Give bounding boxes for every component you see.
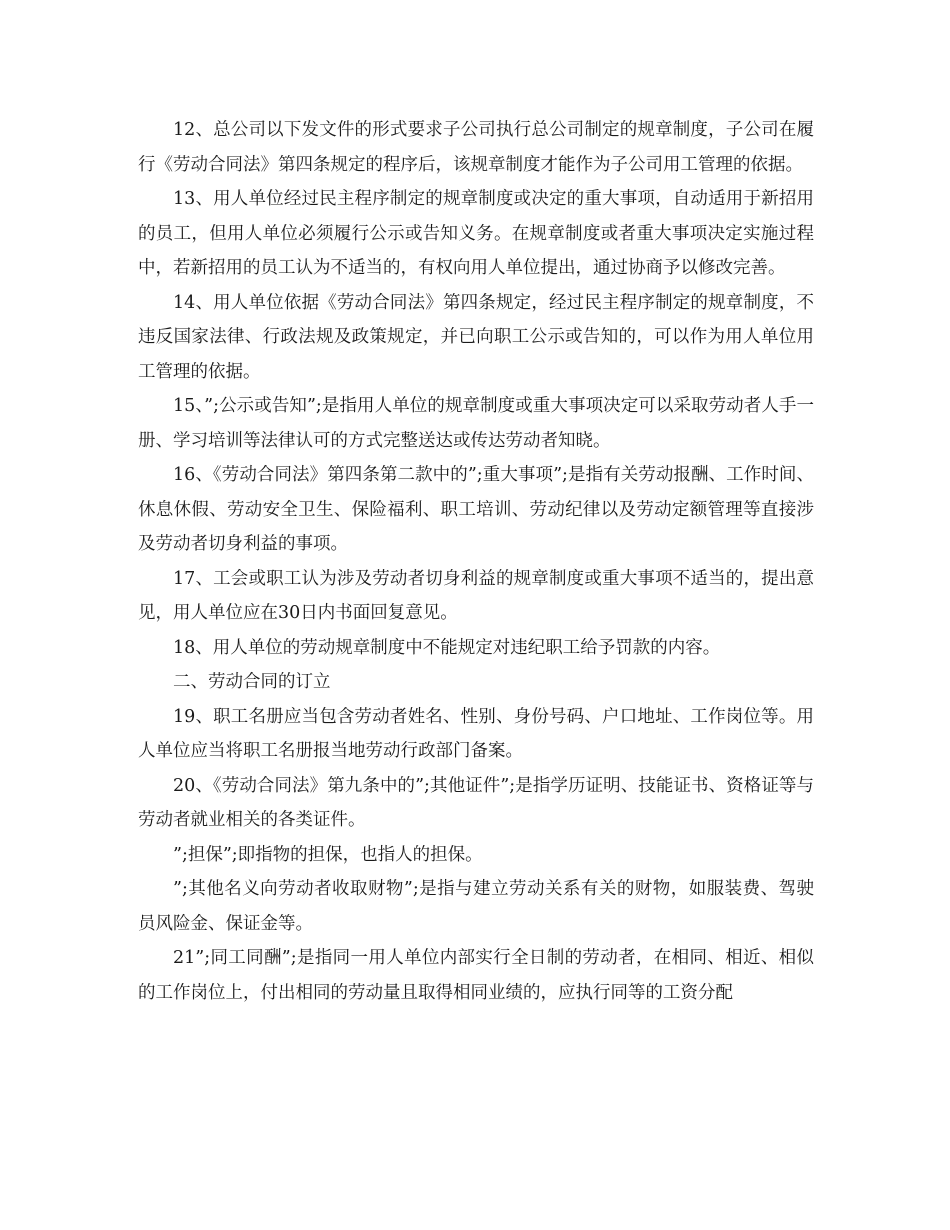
paragraph-20-guarantee: ”;担保”;即指物的担保，也指人的担保。 bbox=[173, 844, 483, 865]
paragraph-13: 13、用人单位经过民主程序制定的规章制度或决定的重大事项，自动适用于新招用的员工，但用人单位必须履行公示或告知义务。在规章制度或者重大事项决定实施过程中，若新招用的员工认为不适当的，有权向用人单位提出，通过协商予以修改完善。 bbox=[138, 189, 814, 278]
paragraph-16: 16、《劳动合同法》第四条第二款中的”;重大事项”;是指有关劳动报酬、工作时间、休息休假、劳动安全卫生、保险福利、职工培训、劳动纪律以及劳动定额管理等直接涉及劳动者切身利益的事项。 bbox=[138, 465, 814, 554]
paragraph-12: 12、总公司以下发文件的形式要求子公司执行总公司制定的规章制度，子公司在履行《劳动合同法》第四条规定的程序后，该规章制度才能作为子公司用工管理的依据。 bbox=[138, 120, 814, 175]
paragraph-17: 17、工会或职工认为涉及劳动者切身利益的规章制度或重大事项不适当的，提出意见，用人单位应在30日内书面回复意见。 bbox=[138, 568, 814, 623]
paragraph-21: 21”;同工同酬”;是指同一用人单位内部实行全日制的劳动者，在相同、相近、相似的工作岗位上，付出相同的劳动量且取得相同业绩的，应执行同等的工资分配 bbox=[138, 948, 814, 1003]
paragraph-20-other-fees: ”;其他名义向劳动者收取财物”;是指与建立劳动关系有关的财物，如服装费、驾驶员风险金、保证金等。 bbox=[138, 879, 814, 934]
document-body bbox=[138, 113, 814, 1010]
paragraph-19: 19、职工名册应当包含劳动者姓名、性别、身份号码、户口地址、工作岗位等。用人单位应当将职工名册报当地劳动行政部门备案。 bbox=[138, 706, 814, 761]
paragraph-15: 15、”;公示或告知”;是指用人单位的规章制度或重大事项决定可以采取劳动者人手一册、学习培训等法律认可的方式完整送达或传达劳动者知晓。 bbox=[138, 396, 814, 451]
paragraph-18: 18、用人单位的劳动规章制度中不能规定对违纪职工给予罚款的内容。 bbox=[173, 637, 721, 658]
paragraph-20: 20、《劳动合同法》第九条中的”;其他证件”;是指学历证明、技能证书、资格证等与劳动者就业相关的各类证件。 bbox=[138, 775, 814, 830]
paragraph-14: 14、用人单位依据《劳动合同法》第四条规定，经过民主程序制定的规章制度，不违反国家法律、行政法规及政策规定，并已向职工公示或告知的，可以作为用人单位用工管理的依据。 bbox=[138, 292, 814, 382]
section-heading: 二、劳动合同的订立 bbox=[173, 672, 331, 692]
